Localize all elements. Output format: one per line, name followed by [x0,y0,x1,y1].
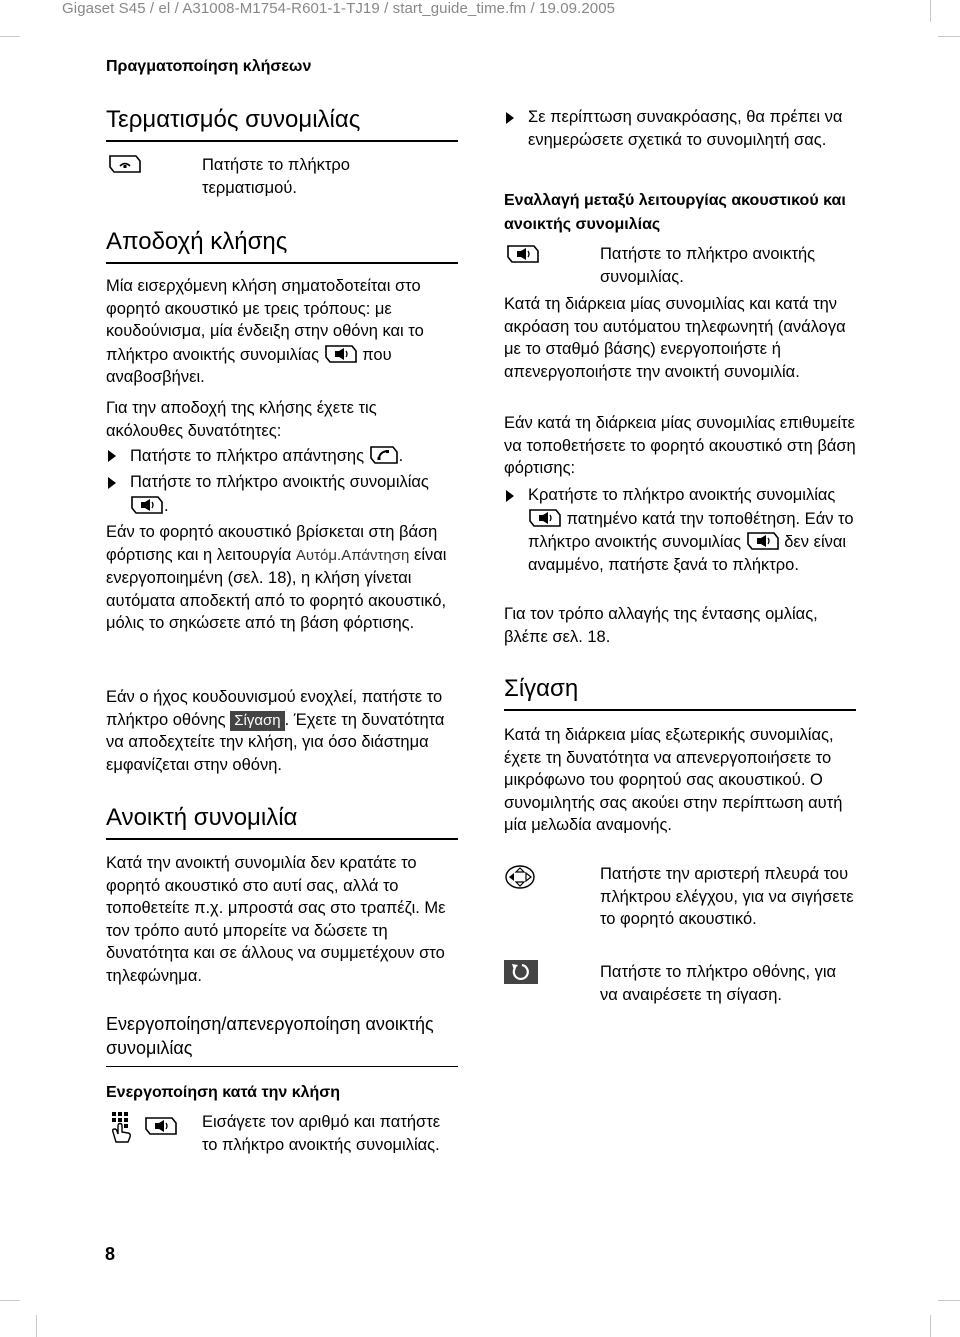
bullet-triangle-icon [506,112,514,124]
heading-accept-call: Αποδοχή κλήσης [106,228,288,255]
subheading-handsfree-toggle: Ενεργοποίηση/απενεργοποίηση ανοικτής συνομιλίας [106,1014,434,1058]
accept-call-paragraph-4 [106,686,458,776]
accept-call-paragraph-2: Για την αποδοχή της κλήσης έχετε τις ακόλουθες δυνατότητες: [106,399,377,440]
paragraph-text: είναι ενεργοποιημένη (σελ. 18), η κλήση γίνεται αυτόματα αποδεκτή από το φορητό ακουστικό, μόλις το σηκώσετε από τη βάση φόρτισης. [106,545,447,632]
handsfree-key-desc: Εισάγετε τον αριθμό και πατήστε το πλήκτρο ανοικτής συνομιλίας. [202,1113,441,1154]
undo-softkey-icon [504,960,538,984]
handsfree-paragraph: Κατά την ανοικτή συνομιλία δεν κρατάτε το φορητό ακουστικό στο αυτί σας, αλλά το τοποθετείτε π.χ. μπροστά σας στο τραπέζι. Με τον τρόπο αυτό μπορείτε να δώσετε τη δυνατότητα και σε άλλους να συμμετέχουν στο τηλεφώνημα. [106,854,446,985]
answer-key-icon [369,444,399,466]
bullet-text: . [164,496,169,515]
heading-rule [106,262,458,264]
mute-key-desc: Πατήστε την αριστερή πλευρά του πλήκτρου ελέγχου, για να σιγήσετε το φορητό ακουστικό. [600,865,854,928]
bullet-triangle-icon [506,490,514,502]
accept-call-paragraph-3 [106,521,458,635]
bullet-item [130,444,460,468]
crop-mark [0,36,20,37]
switch-paragraph-2: Εάν κατά τη διάρκεια μίας συνομιλίας επιθυμείτε να τοποθετήσετε το φορητό ακουστικό στη βάση φόρτισης: [504,414,856,477]
heading-rule [504,709,856,711]
crop-mark [930,1315,931,1337]
heading-rule [106,838,458,840]
keypad-icon [108,1110,138,1144]
paragraph-text: που αναβοσβήνει. [106,345,392,386]
volume-paragraph: Για τον τρόπο αλλαγής της έντασης ομλίας, βλέπε σελ. 18. [504,605,818,646]
speaker-key-icon [324,343,358,365]
bullet-text: Πατήστε το πλήκτρο απάντησης [130,447,365,465]
mute-paragraph: Κατά τη διάρκεια μίας εξωτερικής συνομιλίας, έχετε τη δυνατότητα να απενεργοποιήσετε το μικρόφωνο του φορητού σας ακουστικού. Ο συνομιλητής σας ακούει στην περίπτωση αυτή μία μελωδία αναμονής. [504,726,843,834]
paragraph-text: Εάν το φορητό ακουστικό βρίσκεται στη βάση φόρτισης και η λειτουργία [106,523,438,564]
subheading-rule [106,1066,458,1067]
heading-end-call: Τερματισμός συνομιλίας [106,106,361,133]
bullet-text: δεν είναι αναμμένο, πατήστε ξανά το πλήκτρο. [528,533,847,574]
bullet-text: πατημένο κατά την τοποθέτηση. Εάν το πλήκτρο ανοικτής συνομιλίας [528,509,854,551]
bullet-text: Κρατήστε το πλήκτρο ανοικτής συνομιλίας [528,486,836,504]
bullet-item [130,471,460,517]
bullet-text: . [398,447,404,465]
subheading-switch-mode: Εναλλαγή μεταξύ λειτουργίας ακουστικού και ανοικτής συνομιλίας [504,192,846,233]
mute-softkey: Σίγαση [230,711,284,731]
speaker-key-icon [528,507,562,529]
paragraph-text: Μία εισερχόμενη κλήση σηματοδοτείται στο φορητό ακουστικό με τρεις τρόπους: με κουδούνισμα, μία ένδειξη στην οθόνη και το πλήκτρο ανοικτής συνομιλίας [106,277,424,364]
speaker-key-icon [746,530,780,552]
crop-mark [0,1300,20,1301]
crop-mark [938,1300,960,1301]
end-call-key-desc: Πατήστε το πλήκτρο τερματισμού. [202,156,350,197]
bullet-item [528,484,858,576]
bullet-triangle-icon [108,450,116,462]
bullet-text: Πατήστε το πλήκτρο ανοικτής συνομιλίας [130,473,429,491]
heading-handsfree: Ανοικτή συνομιλία [106,804,298,831]
bullet-text: Σε περίπτωση συνακρόασης, θα πρέπει να ενημερώσετε σχετικά το συνομιλητή σας. [528,108,843,149]
heading-rule [106,140,458,142]
document-header: Gigaset S45 / el / A31008-M1754-R601-1-TJ19 / start_guide_time.fm / 19.09.2005 [62,0,616,17]
switch-key-desc: Πατήστε το πλήκτρο ανοικτής συνομιλίας. [600,245,816,286]
speaker-key-icon [130,494,164,516]
paragraph-text: . Έχετε τη δυνατότητα να αποδεχτείτε την κλήση, για όσο διάστημα εμφανίζεται στην οθόνη. [106,710,445,774]
bullet-item [528,106,858,151]
heading-mute: Σίγαση [504,675,579,702]
crop-mark [938,36,960,37]
crop-mark [36,1315,37,1337]
display-text: Αυτόμ.Απάντηση [295,546,410,564]
paragraph-text: Εάν ο ήχος κουδουνισμού ενοχλεί, πατήστε το πλήκτρο οθόνης [106,688,443,729]
subheading-activate-during-call: Ενεργοποίηση κατά την κλήση [106,1084,341,1101]
page-number: 8 [105,1244,116,1264]
section-title: Πραγματοποίηση κλήσεων [106,58,312,75]
unmute-key-desc: Πατήστε το πλήκτρο οθόνης, για να αναιρέσετε τη σίγαση. [600,963,837,1004]
end-call-key-icon [108,153,142,175]
switch-paragraph-1: Κατά τη διάρκεια μίας συνομιλίας και κατά την ακρόαση του αυτόματου τηλεφωνητή (ανάλογα με το σταθμό βάσης) ενεργοποιήστε ή απενεργοποιήστε την ανοικτή συνομιλία. [504,295,846,381]
accept-call-paragraph-1 [106,275,458,389]
speaker-key-icon [144,1115,178,1137]
crop-mark [930,0,931,22]
control-key-icon [504,864,536,890]
speaker-key-icon [506,243,540,265]
bullet-triangle-icon [108,477,116,489]
